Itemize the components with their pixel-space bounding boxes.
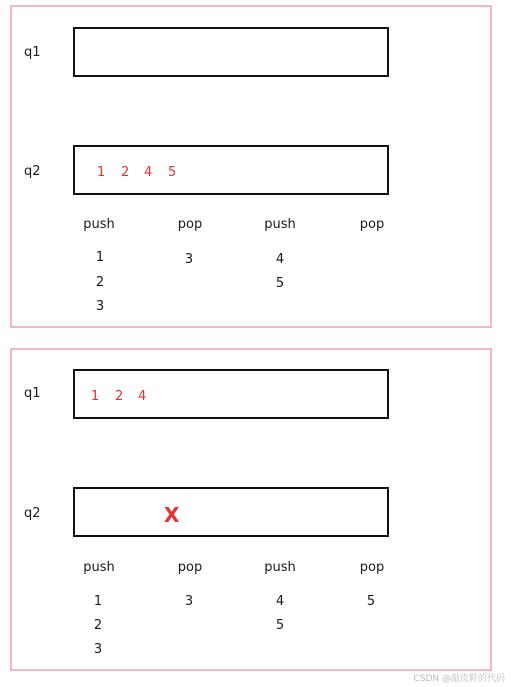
op-push-2: push (264, 560, 296, 575)
panel-2 (10, 348, 492, 671)
q1-item: 4 (138, 389, 147, 404)
push2-value: 4 (275, 594, 285, 609)
q1-item: 2 (115, 389, 124, 404)
q2-item: 4 (144, 165, 153, 180)
push1-value: 3 (93, 642, 103, 657)
push2-value: 5 (275, 276, 285, 291)
q1-label: q1 (24, 386, 41, 401)
q2-queue (73, 487, 389, 537)
pop1-value: 3 (184, 594, 194, 609)
q1-queue (73, 369, 389, 419)
pop1-value: 3 (184, 252, 194, 267)
op-pop-2: pop (359, 217, 385, 232)
push2-value: 5 (275, 618, 285, 633)
q2-label: q2 (24, 506, 41, 521)
push1-value: 2 (93, 618, 103, 633)
push1-value: 2 (95, 275, 105, 290)
push2-value: 4 (275, 252, 285, 267)
push1-value: 1 (93, 594, 103, 609)
q2-item: 1 (97, 165, 106, 180)
q2-queue (73, 145, 389, 195)
q1-queue (73, 27, 389, 77)
q1-label: q1 (24, 45, 41, 60)
q2-label: q2 (24, 164, 41, 179)
op-pop-1: pop (177, 217, 203, 232)
watermark: CSDN @敲皮鞋的代码 (413, 674, 505, 684)
op-push-1: push (83, 217, 115, 232)
q1-item: 1 (91, 389, 100, 404)
op-push-2: push (264, 217, 296, 232)
op-push-1: push (83, 560, 115, 575)
op-pop-1: pop (177, 560, 203, 575)
op-pop-2: pop (359, 560, 385, 575)
pop2-value: 5 (366, 594, 376, 609)
q2-item: 2 (121, 165, 130, 180)
push1-value: 3 (95, 299, 105, 314)
panel-1 (10, 5, 492, 328)
removed-mark: X (164, 503, 180, 527)
q2-item: 5 (168, 165, 177, 180)
push1-value: 1 (95, 250, 105, 265)
